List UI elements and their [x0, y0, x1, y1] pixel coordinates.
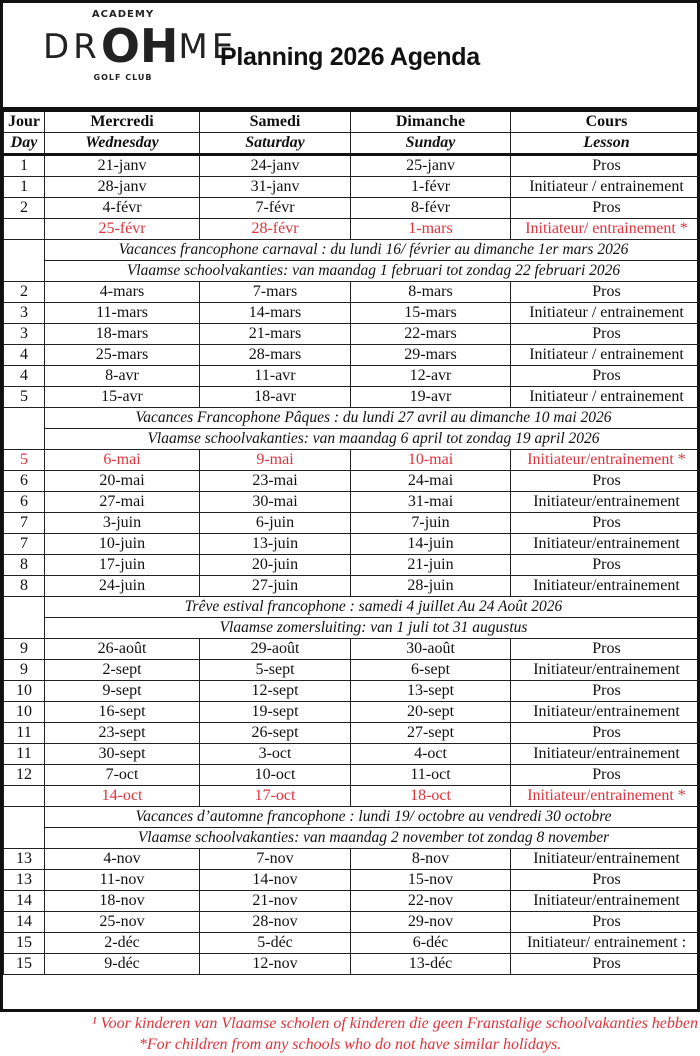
day-cell: 10 [4, 681, 45, 702]
col-header-day: Day [4, 133, 45, 155]
table-row [4, 303, 700, 324]
sunday-cell: 6-sept [351, 660, 511, 681]
lesson-cell: Pros [511, 723, 700, 744]
saturday-cell: 21-nov [200, 891, 351, 912]
saturday-cell: 17-oct [200, 786, 351, 807]
lesson-cell: Initiateur/entrainement [511, 891, 700, 912]
lesson-cell: Initiateur/entrainement [511, 702, 700, 723]
sunday-cell: 4-oct [351, 744, 511, 765]
table-row [4, 933, 700, 954]
day-cell: 9 [4, 639, 45, 660]
day-cell: 8 [4, 555, 45, 576]
lesson-cell: Initiateur/entrainement [511, 849, 700, 870]
day-cell: 7 [4, 513, 45, 534]
table-row [4, 702, 700, 723]
sunday-cell: 18-oct [351, 786, 511, 807]
sunday-cell: 6-déc [351, 933, 511, 954]
logo-brand-part-3: ME [178, 27, 238, 67]
lesson-cell: Pros [511, 513, 700, 534]
day-cell: 3 [4, 303, 45, 324]
table-row [4, 912, 700, 933]
table-row [4, 639, 700, 660]
lesson-cell: Pros [511, 282, 700, 303]
table-row [4, 723, 700, 744]
saturday-cell: 23-mai [200, 471, 351, 492]
sunday-cell: 21-juin [351, 555, 511, 576]
saturday-cell: 14-mars [200, 303, 351, 324]
col-header-sunday: Sunday [351, 133, 511, 155]
day-cell: 12 [4, 765, 45, 786]
saturday-cell: 9-mai [200, 450, 351, 471]
saturday-cell: 5-déc [200, 933, 351, 954]
lesson-cell: Pros [511, 155, 700, 177]
wednesday-cell: 24-juin [45, 576, 200, 597]
saturday-cell: 12-sept [200, 681, 351, 702]
table-row [4, 155, 700, 177]
saturday-cell: 21-mars [200, 324, 351, 345]
sunday-cell: 29-nov [351, 912, 511, 933]
table-row [4, 282, 700, 303]
holiday-note-row [4, 261, 700, 282]
saturday-cell: 7-févr [200, 198, 351, 219]
wednesday-cell: 27-mai [45, 492, 200, 513]
table-row [4, 849, 700, 870]
day-cell: 1 [4, 177, 45, 198]
saturday-cell: 29-août [200, 639, 351, 660]
wednesday-cell: 23-sept [45, 723, 200, 744]
saturday-cell: 28-nov [200, 912, 351, 933]
sunday-cell: 15-nov [351, 870, 511, 891]
day-cell: 3 [4, 324, 45, 345]
table-row [4, 492, 700, 513]
lesson-cell: Pros [511, 765, 700, 786]
day-cell: 14 [4, 912, 45, 933]
table-row [4, 387, 700, 408]
sunday-cell: 12-avr [351, 366, 511, 387]
lesson-cell: Pros [511, 870, 700, 891]
day-cell: 11 [4, 723, 45, 744]
col-header-cours: Cours [511, 111, 700, 133]
drohme-logo [43, 9, 238, 101]
wednesday-cell: 8-avr [45, 366, 200, 387]
saturday-cell: 19-sept [200, 702, 351, 723]
table-row [4, 744, 700, 765]
wednesday-cell: 9-sept [45, 681, 200, 702]
table-row-highlighted [4, 219, 700, 240]
sunday-cell: 20-sept [351, 702, 511, 723]
lesson-cell: Pros [511, 324, 700, 345]
day-cell: 13 [4, 870, 45, 891]
holiday-note: Vlaamse schoolvakanties: van maandag 2 november tot zondag 8 november [45, 828, 700, 849]
wednesday-cell: 16-sept [45, 702, 200, 723]
saturday-cell: 27-juin [200, 576, 351, 597]
saturday-cell: 7-mars [200, 282, 351, 303]
saturday-cell: 6-juin [200, 513, 351, 534]
sunday-cell: 8-nov [351, 849, 511, 870]
day-cell: 7 [4, 534, 45, 555]
sunday-cell: 13-déc [351, 954, 511, 975]
sunday-cell: 28-juin [351, 576, 511, 597]
table-row [4, 471, 700, 492]
table-row [4, 870, 700, 891]
day-cell: 1 [4, 155, 45, 177]
day-cell: 2 [4, 282, 45, 303]
holiday-note: Vacances Francophone Pâques : du lundi 27 avril au dimanche 10 mai 2026 [45, 408, 700, 429]
logo-golf-club-text: GOLF CLUB [93, 73, 153, 82]
saturday-cell: 31-janv [200, 177, 351, 198]
sunday-cell: 29-mars [351, 345, 511, 366]
saturday-cell: 20-juin [200, 555, 351, 576]
saturday-cell: 18-avr [200, 387, 351, 408]
document-header [3, 3, 697, 110]
wednesday-cell: 25-févr [45, 219, 200, 240]
day-cell: 15 [4, 954, 45, 975]
lesson-cell: Initiateur/entrainement [511, 660, 700, 681]
wednesday-cell: 10-juin [45, 534, 200, 555]
wednesday-cell: 14-oct [45, 786, 200, 807]
saturday-cell: 5-sept [200, 660, 351, 681]
lesson-cell: Initiateur/entrainement [511, 534, 700, 555]
blank-cell [4, 240, 45, 282]
holiday-note: Vlaamse schoolvakanties: van maandag 6 april tot zondag 19 april 2026 [45, 429, 700, 450]
footnotes [0, 1013, 700, 1055]
day-cell: 5 [4, 387, 45, 408]
sunday-cell: 1-févr [351, 177, 511, 198]
saturday-cell: 14-nov [200, 870, 351, 891]
wednesday-cell: 4-mars [45, 282, 200, 303]
holiday-note-row [4, 240, 700, 261]
lesson-cell: Initiateur/entrainement [511, 576, 700, 597]
sunday-cell: 13-sept [351, 681, 511, 702]
lesson-cell: Pros [511, 681, 700, 702]
wednesday-cell: 17-juin [45, 555, 200, 576]
holiday-note-row [4, 807, 700, 828]
saturday-cell: 10-oct [200, 765, 351, 786]
col-header-samedi: Samedi [200, 111, 351, 133]
logo-brand-part-1: DR [43, 27, 101, 67]
lesson-cell: Initiateur / entrainement [511, 387, 700, 408]
blank-cell [4, 597, 45, 639]
sunday-cell: 7-juin [351, 513, 511, 534]
header-row-english [4, 133, 700, 155]
lesson-cell: Initiateur/entrainement [511, 744, 700, 765]
wednesday-cell: 2-déc [45, 933, 200, 954]
sunday-cell: 8-févr [351, 198, 511, 219]
sunday-cell: 27-sept [351, 723, 511, 744]
wednesday-cell: 9-déc [45, 954, 200, 975]
wednesday-cell: 4-nov [45, 849, 200, 870]
day-cell: 8 [4, 576, 45, 597]
wednesday-cell: 25-nov [45, 912, 200, 933]
holiday-note-row [4, 429, 700, 450]
lesson-cell: Pros [511, 912, 700, 933]
footnote-english: *For children from any schools who do not have similar holidays. [138, 1036, 562, 1053]
day-cell: 4 [4, 366, 45, 387]
wednesday-cell: 4-févr [45, 198, 200, 219]
lesson-cell: Initiateur / entrainement [511, 345, 700, 366]
wednesday-cell: 3-juin [45, 513, 200, 534]
table-row [4, 177, 700, 198]
day-cell: 4 [4, 345, 45, 366]
holiday-note-row [4, 408, 700, 429]
lesson-cell: Initiateur/ entrainement : [511, 933, 700, 954]
col-header-saturday: Saturday [200, 133, 351, 155]
saturday-cell: 30-mai [200, 492, 351, 513]
table-row [4, 345, 700, 366]
footnote-flemish: ¹ Voor kinderen van Vlaamse scholen of kinderen die geen Franstalige schoolvakanties hebben [91, 1015, 698, 1032]
lesson-cell: Pros [511, 954, 700, 975]
table-row [4, 534, 700, 555]
saturday-cell: 7-nov [200, 849, 351, 870]
col-header-jour: Jour [4, 111, 45, 133]
lesson-cell: Pros [511, 639, 700, 660]
table-row [4, 681, 700, 702]
lesson-cell: Initiateur/entrainement * [511, 450, 700, 471]
saturday-cell: 24-janv [200, 155, 351, 177]
schedule-table [3, 110, 700, 975]
holiday-note-row [4, 597, 700, 618]
saturday-cell: 3-oct [200, 744, 351, 765]
holiday-note-row [4, 618, 700, 639]
blank-cell [4, 408, 45, 450]
saturday-cell: 11-avr [200, 366, 351, 387]
table-row [4, 765, 700, 786]
table-row [4, 198, 700, 219]
logo-brand-part-2: OH [100, 19, 179, 73]
table-row-highlighted [4, 786, 700, 807]
day-cell: 9 [4, 660, 45, 681]
lesson-cell: Initiateur / entrainement [511, 303, 700, 324]
table-row [4, 891, 700, 912]
day-cell: 2 [4, 198, 45, 219]
day-cell: 6 [4, 492, 45, 513]
table-row [4, 954, 700, 975]
wednesday-cell: 25-mars [45, 345, 200, 366]
saturday-cell: 26-sept [200, 723, 351, 744]
wednesday-cell: 15-avr [45, 387, 200, 408]
day-cell: 11 [4, 744, 45, 765]
sunday-cell: 19-avr [351, 387, 511, 408]
table-row [4, 366, 700, 387]
table-row-highlighted [4, 450, 700, 471]
saturday-cell: 13-juin [200, 534, 351, 555]
lesson-cell: Pros [511, 471, 700, 492]
day-cell: 5 [4, 450, 45, 471]
holiday-note: Vacances d’automne francophone : lundi 19/ octobre au vendredi 30 octobre [45, 807, 700, 828]
sunday-cell: 22-nov [351, 891, 511, 912]
table-row [4, 555, 700, 576]
table-row [4, 513, 700, 534]
wednesday-cell: 20-mai [45, 471, 200, 492]
sunday-cell: 24-mai [351, 471, 511, 492]
sunday-cell: 22-mars [351, 324, 511, 345]
wednesday-cell: 6-mai [45, 450, 200, 471]
wednesday-cell: 7-oct [45, 765, 200, 786]
day-cell: 6 [4, 471, 45, 492]
sunday-cell: 10-mai [351, 450, 511, 471]
holiday-note-row [4, 828, 700, 849]
col-header-dimanche: Dimanche [351, 111, 511, 133]
wednesday-cell: 30-sept [45, 744, 200, 765]
saturday-cell: 12-nov [200, 954, 351, 975]
saturday-cell: 28-févr [200, 219, 351, 240]
lesson-cell: Pros [511, 555, 700, 576]
col-header-lesson: Lesson [511, 133, 700, 155]
lesson-cell: Initiateur/entrainement * [511, 786, 700, 807]
sunday-cell: 14-juin [351, 534, 511, 555]
day-cell [4, 786, 45, 807]
wednesday-cell: 28-janv [45, 177, 200, 198]
lesson-cell: Initiateur/entrainement [511, 492, 700, 513]
sunday-cell: 1-mars [351, 219, 511, 240]
logo-academy-text: ACADEMY [91, 9, 155, 20]
day-cell: 10 [4, 702, 45, 723]
sunday-cell: 11-oct [351, 765, 511, 786]
lesson-cell: Initiateur / entrainement [511, 177, 700, 198]
wednesday-cell: 21-janv [45, 155, 200, 177]
sunday-cell: 15-mars [351, 303, 511, 324]
wednesday-cell: 2-sept [45, 660, 200, 681]
lesson-cell: Pros [511, 366, 700, 387]
day-cell [4, 219, 45, 240]
sunday-cell: 25-janv [351, 155, 511, 177]
header-row-french [4, 111, 700, 133]
table-row [4, 660, 700, 681]
wednesday-cell: 26-août [45, 639, 200, 660]
holiday-note: Vlaamse zomersluiting: van 1 juli tot 31 augustus [45, 618, 700, 639]
lesson-cell: Initiateur/ entrainement * [511, 219, 700, 240]
table-row [4, 576, 700, 597]
wednesday-cell: 11-mars [45, 303, 200, 324]
page-title: Planning 2026 Agenda [220, 43, 480, 71]
holiday-note: Trêve estival francophone : samedi 4 juillet Au 24 Août 2026 [45, 597, 700, 618]
col-header-wednesday: Wednesday [45, 133, 200, 155]
lesson-cell: Pros [511, 198, 700, 219]
logo-brand [43, 19, 238, 73]
day-cell: 13 [4, 849, 45, 870]
day-cell: 14 [4, 891, 45, 912]
wednesday-cell: 18-nov [45, 891, 200, 912]
day-cell: 15 [4, 933, 45, 954]
col-header-mercredi: Mercredi [45, 111, 200, 133]
wednesday-cell: 11-nov [45, 870, 200, 891]
holiday-note: Vacances francophone carnaval : du lundi 16/ février au dimanche 1er mars 2026 [45, 240, 700, 261]
saturday-cell: 28-mars [200, 345, 351, 366]
table-row [4, 324, 700, 345]
blank-cell [4, 807, 45, 849]
sunday-cell: 31-mai [351, 492, 511, 513]
holiday-note: Vlaamse schoolvakanties: van maandag 1 februari tot zondag 22 februari 2026 [45, 261, 700, 282]
wednesday-cell: 18-mars [45, 324, 200, 345]
sunday-cell: 8-mars [351, 282, 511, 303]
sunday-cell: 30-août [351, 639, 511, 660]
